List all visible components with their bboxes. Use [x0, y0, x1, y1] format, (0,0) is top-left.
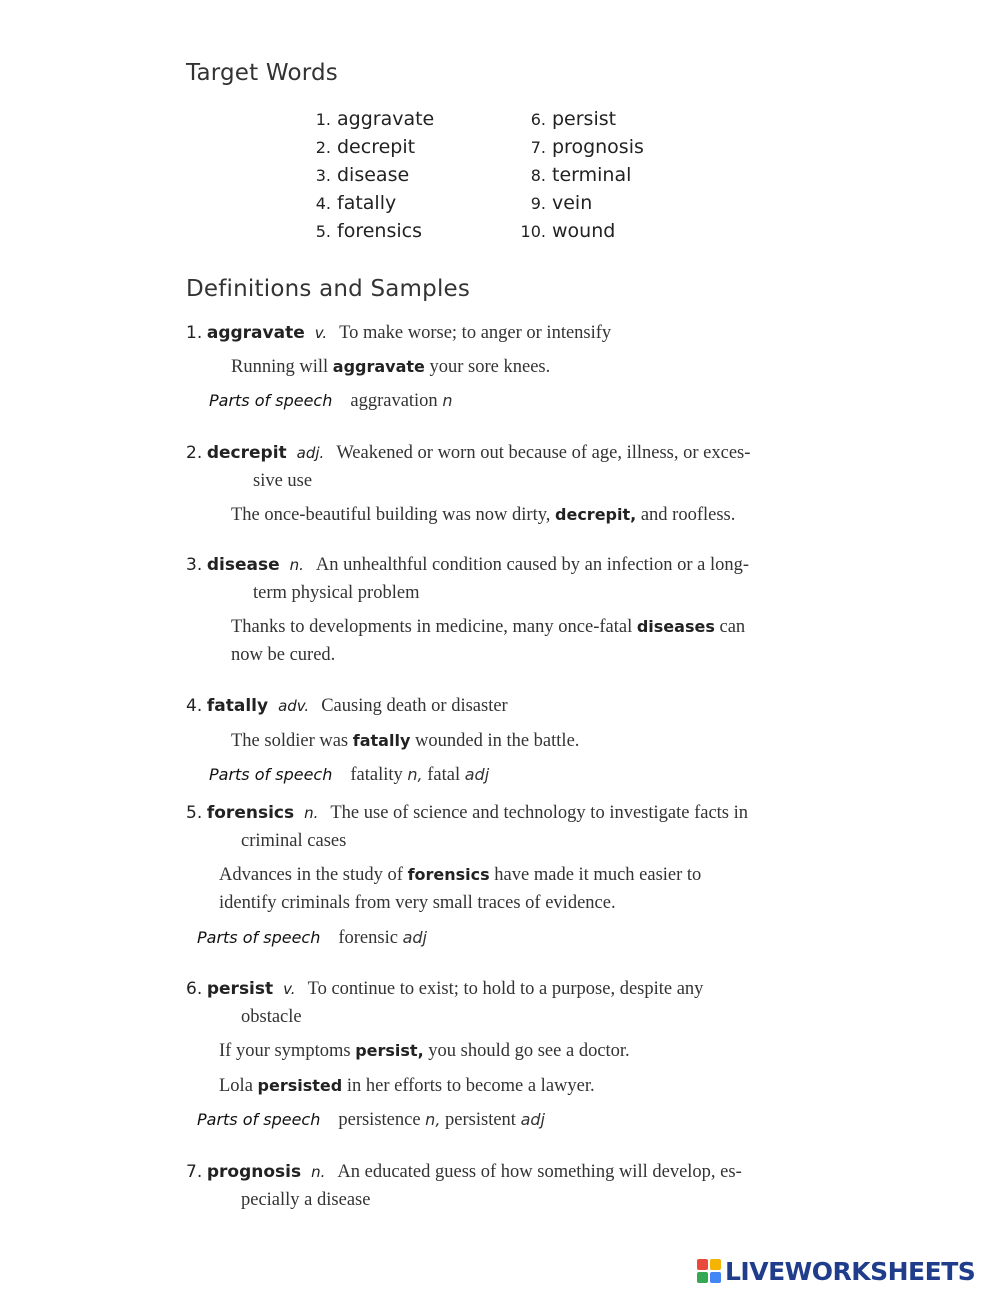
target-word-item: 3. disease — [315, 164, 410, 186]
target-word-item: 4. fatally — [315, 192, 397, 214]
definitions-title: Definitions and Samples — [186, 276, 471, 302]
target-word-item: 10. wound — [520, 220, 616, 242]
definition-entry-forensics: 5. forensics n. The use of science and technology to investigate facts in — [186, 803, 749, 823]
parts-of-speech: Parts of speech forensic adj — [197, 928, 427, 948]
definition-continuation: obstacle — [241, 1007, 302, 1027]
sample-sentence: Advances in the study of forensics have made it much easier to — [219, 865, 702, 885]
parts-of-speech: Parts of speech aggravation n — [209, 391, 453, 411]
sample-sentence: If your symptoms persist, you should go see a doctor. — [219, 1041, 630, 1061]
sample-sentence: The once-beautiful building was now dirty, decrepit, and roofless. — [231, 505, 736, 525]
target-words-column-1 — [313, 105, 434, 245]
definition-entry-prognosis: 7. prognosis n. An educated guess of how something will develop, es- — [186, 1162, 742, 1182]
liveworksheets-logo[interactable] — [697, 1254, 975, 1288]
sample-sentence: The soldier was fatally wounded in the battle. — [231, 731, 580, 751]
target-word-item: 7. prognosis — [530, 136, 644, 158]
target-word-item: 9. vein — [530, 192, 593, 214]
sample-sentence-continuation: now be cured. — [231, 645, 336, 665]
parts-of-speech: Parts of speech fatality n, fatal adj — [209, 765, 490, 785]
target-words-title: Target Words — [186, 60, 338, 86]
definition-continuation: sive use — [253, 471, 313, 491]
definition-entry-decrepit: 2. decrepit adj. Weakened or worn out because of age, illness, or exces- — [186, 443, 751, 463]
sample-sentence: Lola persisted in her efforts to become a lawyer. — [219, 1076, 595, 1096]
sample-sentence-continuation: identify criminals from very small traces of evidence. — [219, 893, 616, 913]
definition-continuation: criminal cases — [241, 831, 347, 851]
liveworksheets-logo-icon — [697, 1259, 721, 1283]
parts-of-speech: Parts of speech persistence n, persistent adj — [197, 1110, 545, 1130]
definition-continuation: term physical problem — [253, 583, 420, 603]
target-word-item: 5. forensics — [315, 220, 422, 242]
definition-entry-aggravate: 1. aggravate v. To make worse; to anger or intensify — [186, 323, 612, 343]
definition-entry-fatally: 4. fatally adv. Causing death or disaster — [186, 696, 508, 716]
definition-entry-persist: 6. persist v. To continue to exist; to hold to a purpose, despite any — [186, 979, 704, 999]
target-word-item: 1. aggravate — [315, 108, 435, 130]
target-word-item: 6. persist — [530, 108, 617, 130]
target-words-column-2 — [520, 105, 644, 245]
definition-continuation: pecially a disease — [241, 1190, 371, 1210]
sample-sentence: Running will aggravate your sore knees. — [231, 357, 551, 377]
liveworksheets-logo-text: LIVEWORKSHEETS — [725, 1256, 976, 1286]
definition-entry-disease: 3. disease n. An unhealthful condition caused by an infection or a long- — [186, 555, 749, 575]
target-word-item: 8. terminal — [530, 164, 632, 186]
target-word-item: 2. decrepit — [315, 136, 416, 158]
sample-sentence: Thanks to developments in medicine, many once-fatal diseases can — [231, 617, 746, 637]
